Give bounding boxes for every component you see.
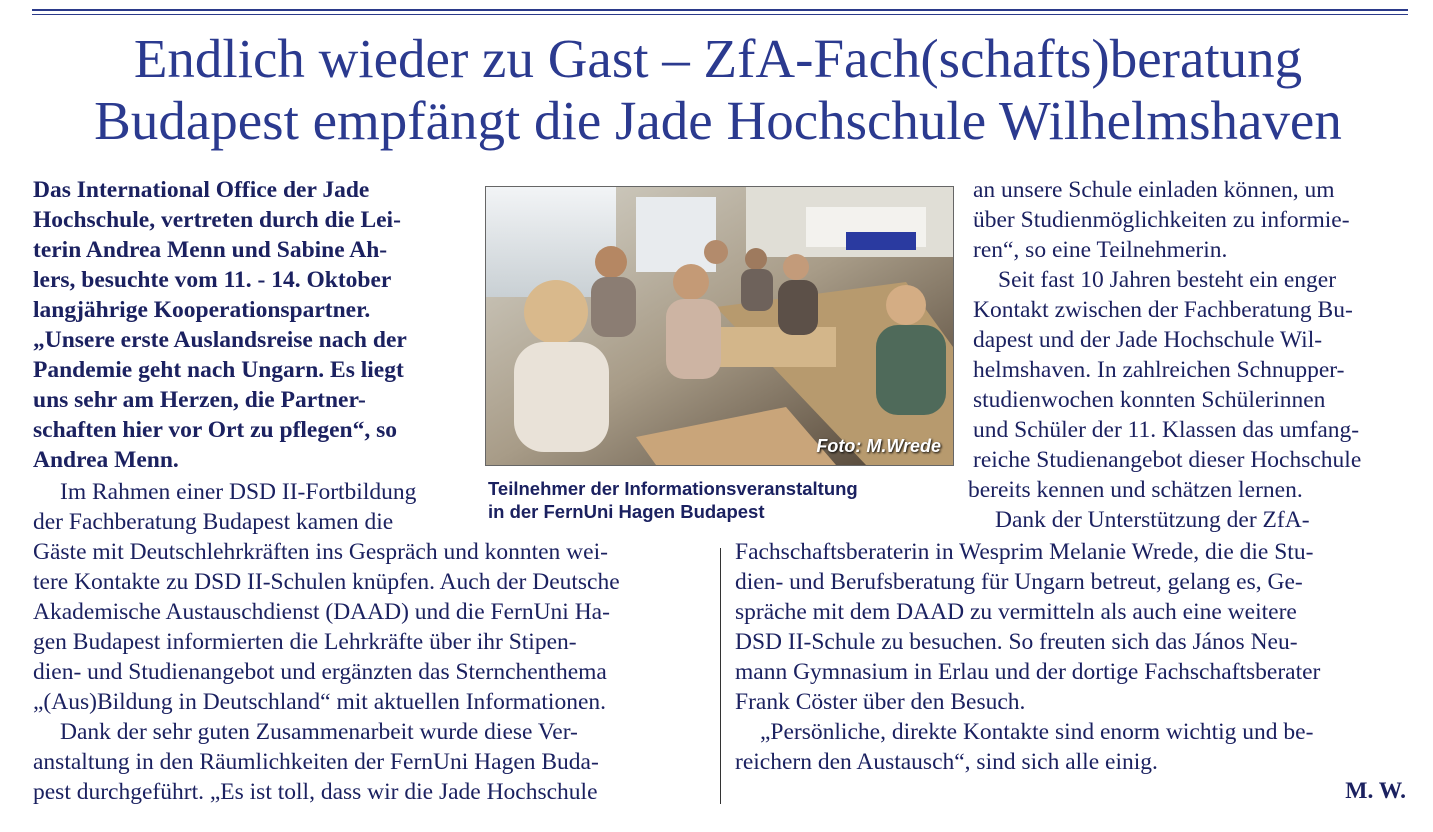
body-line: über Studienmöglichkeiten zu informie- <box>973 207 1350 233</box>
body-line: Im Rahmen einer DSD II-Fortbildung <box>60 479 417 505</box>
lead-line: uns sehr am Herzen, die Partner- <box>33 387 366 413</box>
photo-credit: Foto: M.Wrede <box>816 436 941 456</box>
lead-line: langjährige Kooperationspartner. <box>33 297 371 323</box>
body-line: Dank der sehr guten Zusammenarbeit wurde diese Ver- <box>60 719 578 745</box>
body-line: „(Aus)Bildung in Deutschland“ mit aktuellen Informationen. <box>33 689 606 715</box>
body-line: reiche Studienangebot dieser Hochschule <box>973 447 1362 473</box>
body-line: dien- und Berufsberatung für Ungarn betreut, gelang es, Ge- <box>735 569 1303 595</box>
body-line: und Schüler der 11. Klassen das umfang- <box>973 417 1360 443</box>
body-line: an unsere Schule einladen können, um <box>973 177 1335 203</box>
body-line: studienwochen konnten Schülerinnen <box>973 387 1326 413</box>
lead-line: „Unsere erste Auslandsreise nach der <box>33 327 407 353</box>
body-line: mann Gymnasium in Erlau und der dortige Fachschaftsberater <box>735 659 1321 685</box>
lead-line: Pandemie geht nach Ungarn. Es liegt <box>33 357 404 383</box>
body-line: „Persönliche, direkte Kontakte sind enorm wichtig und be- <box>760 719 1314 745</box>
body-line: dien- und Studienangebot und ergänzten das Sternchenthema <box>33 659 607 685</box>
body-line: gen Budapest informierten die Lehrkräfte über ihr Stipen- <box>33 629 577 655</box>
column-divider <box>720 548 721 804</box>
body-line: spräche mit dem DAAD zu vermitteln als auch eine weitere <box>735 599 1297 625</box>
body-line: helmshaven. In zahlreichen Schnupper- <box>973 357 1345 383</box>
body-line: Frank Cöster über den Besuch. <box>735 689 1026 715</box>
top-rule <box>32 9 1408 11</box>
classroom-photo-illustration <box>486 187 953 465</box>
body-line: Kontakt zwischen der Fachberatung Bu- <box>973 297 1353 323</box>
photo-caption-line-1: Teilnehmer der Informationsveranstaltung <box>488 478 858 499</box>
body-line: anstaltung in den Räumlichkeiten der FernUni Hagen Buda- <box>33 749 599 775</box>
headline <box>20 28 1416 152</box>
headline-line-2: Budapest empfängt die Jade Hochschule Wilhelmshaven <box>94 90 1342 151</box>
body-line: pest durchgeführt. „Es ist toll, dass wir die Jade Hochschule <box>33 779 598 805</box>
lead-line: Andrea Menn. <box>33 447 179 473</box>
lead-line: terin Andrea Menn und Sabine Ah- <box>33 237 388 263</box>
body-line: dapest und der Jade Hochschule Wil- <box>973 327 1323 353</box>
body-line: reichern den Austausch“, sind sich alle einig. <box>735 749 1158 775</box>
headline-line-1: Endlich wieder zu Gast – ZfA-Fach(schafts)beratung <box>133 28 1303 89</box>
body-line: der Fachberatung Budapest kamen die <box>33 509 394 535</box>
lead-line: Hochschule, vertreten durch die Lei- <box>33 207 401 233</box>
body-line: Akademische Austauschdienst (DAAD) und die FernUni Ha- <box>33 599 610 625</box>
photo-caption-line-2: in der FernUni Hagen Budapest <box>488 501 765 522</box>
lead-line: Das International Office der Jade <box>33 177 370 203</box>
body-line: DSD II-Schule zu besuchen. So freuten sich das János Neu- <box>735 629 1298 655</box>
article-photo <box>485 186 954 466</box>
lead-line: lers, besuchte vom 11. - 14. Oktober <box>33 267 392 293</box>
body-line: bereits kennen und schätzen lernen. <box>968 477 1303 503</box>
body-line: ren“, so eine Teilnehmerin. <box>973 237 1228 263</box>
top-rule-thin <box>32 14 1408 15</box>
body-line: Gäste mit Deutschlehrkräften ins Gespräch und konnten wei- <box>33 539 608 565</box>
body-line: Dank der Unterstützung der ZfA- <box>995 507 1310 533</box>
body-line: tere Kontakte zu DSD II-Schulen knüpfen. Auch der Deutsche <box>33 569 620 595</box>
lead-line: schaften hier vor Ort zu pflegen“, so <box>33 417 397 443</box>
author-signature: M. W. <box>1345 778 1406 804</box>
body-line: Fachschaftsberaterin in Wesprim Melanie Wrede, die die Stu- <box>735 539 1314 565</box>
body-line: Seit fast 10 Jahren besteht ein enger <box>998 267 1337 293</box>
